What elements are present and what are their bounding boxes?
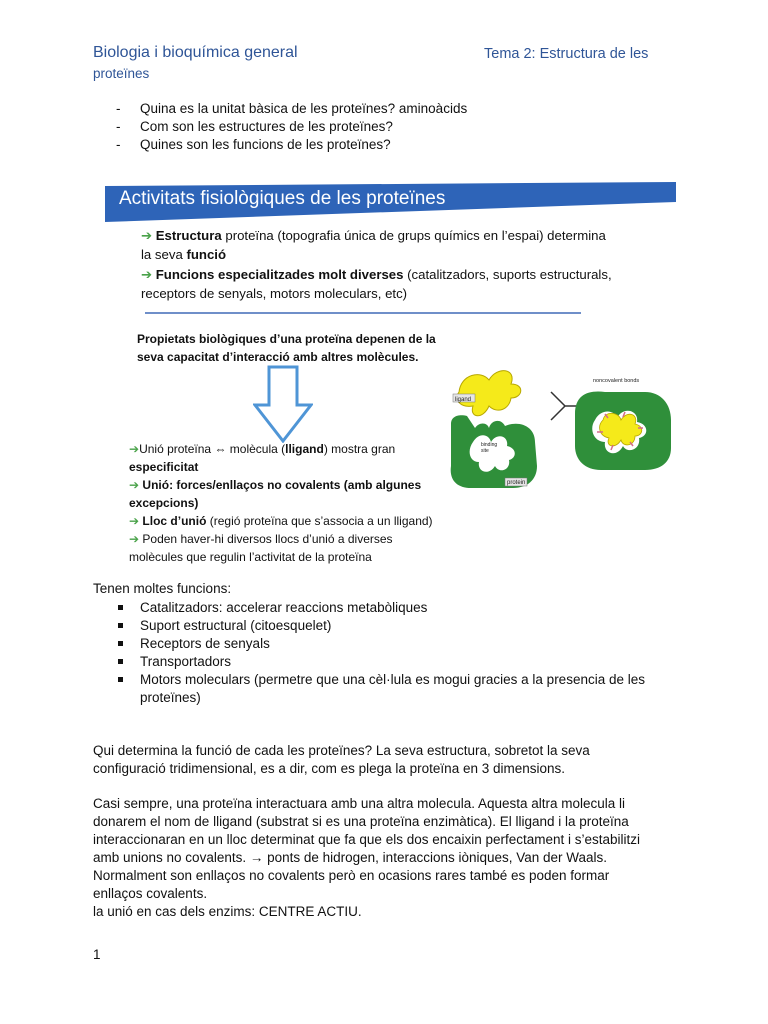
slide-union-1: ➔Unió proteïna ⇔ molècula (lligand) mostra gran especificitat — [129, 442, 396, 474]
slide-bullet-2 — [141, 265, 612, 303]
para2-line: enllaços covalents. — [93, 886, 208, 901]
bullet1-rest: proteïna (topografia única de grups químics en l’espai) determina — [221, 228, 606, 243]
para2-line: donarem el nom de lligand (substrat si es una proteïna enzimàtica). El lligand i la proteïna — [93, 814, 629, 829]
para2-line: Normalment son enllaços no covalents però en ocasions rares també es poden formar — [93, 868, 610, 883]
arrow-right-icon: ➔ — [141, 267, 153, 282]
bullet2-line2: receptors de senyals, motors moleculars, etc) — [141, 286, 408, 301]
bullet1-line2-bold: funció — [186, 247, 227, 262]
u1a: Unió proteïna ⇔ molècula ( — [139, 442, 286, 456]
bullet2-rest: (catalitzadors, suports estructurals, — [403, 267, 612, 282]
slide-union-3: ➔ Lloc d’unió (regió proteïna que s’associa a un lligand) — [129, 514, 433, 528]
u2b: excepcions) — [129, 496, 199, 510]
list-item: - Quines son les funcions de les proteïnes? — [116, 136, 467, 154]
arrow-right-icon: ➔ — [141, 228, 153, 243]
down-arrow-icon — [253, 365, 313, 443]
header-topic-cont: proteïnes — [93, 66, 150, 81]
binding-label: binding — [481, 442, 498, 448]
list-item: - Com son les estructures de les proteïnes? — [116, 118, 467, 136]
ligand-label: ligand — [455, 397, 472, 403]
u1b: lligand — [285, 442, 324, 456]
slide-title: Activitats fisiològiques de les proteïnes — [119, 188, 446, 209]
page-number: 1 — [93, 947, 101, 962]
protein-label: protein — [507, 480, 526, 486]
slide-bullet-1 — [141, 226, 606, 264]
noncovalent-label: noncovalent bonds — [593, 378, 640, 384]
slide-union-4: ➔ Poden haver-hi diversos llocs d’unió a diverses molècules que regulin l’activitat de la proteïna — [129, 532, 393, 564]
binding-diagram — [439, 362, 675, 492]
u1c: ) mostra gran — [323, 442, 396, 456]
paragraph-1 — [93, 742, 590, 778]
bullet1-bold: Estructura — [155, 228, 222, 243]
para1-line: configuració tridimensional, es a dir, com es plega la proteïna en 3 dimensions. — [93, 761, 566, 776]
question-list — [116, 100, 467, 154]
bullet1-line2: la seva — [141, 247, 187, 262]
header-topic: Tema 2: Estructura de les — [484, 46, 649, 62]
para2-line: la unió en cas dels enzims: CENTRE ACTIU. — [93, 904, 362, 919]
u3b: (regió proteïna que s’associa a un lligand) — [206, 514, 433, 528]
slide-image — [105, 182, 676, 565]
slide-union-2: ➔ Unió: forces/enllaços no covalents (amb algunes excepcions) — [129, 478, 422, 510]
u3a: Lloc d’unió — [142, 514, 207, 528]
para2-line: Casi sempre, una proteïna interactuara amb una altra molecula. Aquesta altra molecula li — [93, 796, 626, 811]
u4b: molècules que regulin l’activitat de la proteïna — [129, 550, 372, 564]
props-line2: seva capacitat d’interacció amb altres molècules. — [137, 350, 419, 364]
list-item: Motors moleculars (permetre que una cèl·lula es mogui gracies a la presencia de les proteïnes) — [116, 671, 676, 707]
list-item: Catalitzadors: accelerar reaccions metabòliques — [116, 599, 676, 617]
para2-line: interaccionaran en un lloc determinat que fa que els dos encaixin perfectament i s’estabilitzi — [93, 832, 641, 847]
u2a: Unió: forces/enllaços no covalents (amb algunes — [142, 478, 422, 492]
paragraph-2 — [93, 795, 640, 921]
functions-intro: Tenen moltes funcions: — [93, 581, 232, 596]
para2-line: amb unions no covalents. → ponts de hidrogen, interaccions iòniques, Van der Waals. — [93, 850, 608, 865]
ligand-shape — [457, 371, 521, 416]
u4a: Poden haver-hi diversos llocs d’unió a diverses — [142, 532, 393, 546]
divider-line — [145, 312, 581, 314]
bullet2-bold: Funcions especialitzades molt diverses — [155, 267, 404, 282]
u1d: especificitat — [129, 460, 199, 474]
site-label: site — [481, 448, 489, 454]
header-title: Biologia i bioquímica general — [93, 44, 298, 61]
para1-line: Qui determina la funció de cada les proteïnes? La seva estructura, sobretot la seva — [93, 743, 590, 758]
list-item: Suport estructural (citoesquelet) — [116, 617, 676, 635]
functions-list — [116, 599, 676, 707]
list-item: Transportadors — [116, 653, 676, 671]
slide-properties — [137, 330, 436, 366]
list-item: Receptors de senyals — [116, 635, 676, 653]
list-item: - Quina es la unitat bàsica de les proteïnes? aminoàcids — [116, 100, 467, 118]
props-line1: Propietats biològiques d’una proteïna depenen de la — [137, 332, 436, 346]
